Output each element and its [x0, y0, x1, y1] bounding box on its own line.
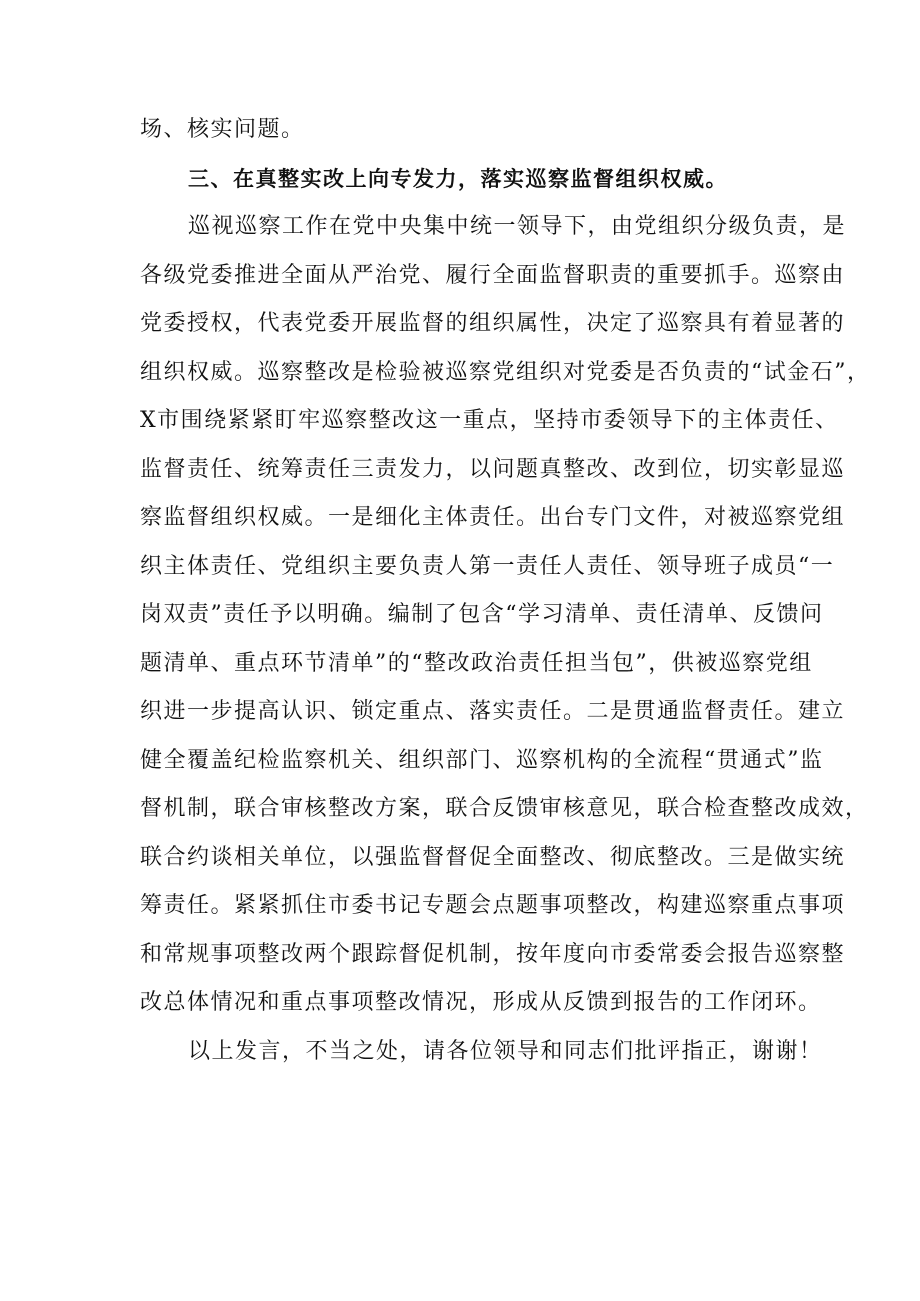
paragraph-1-line-9: 题清单、重点环节清单”的“整改政治责任担当包”，供被巡察党组 — [140, 650, 813, 676]
paragraph-0-line-0: 场、核实问题。 — [140, 117, 305, 142]
section-heading: 三、在真整实改上向专发力，落实巡察监督组织权威。 — [188, 166, 728, 191]
paragraph-1-line-10: 织进一步提高认识、锁定重点、落实责任。二是贯通监督责任。建立 — [140, 699, 846, 724]
paragraph-1-line-5: 监督责任、统筹责任三责发力，以问题真整改、改到位，切实彰显巡 — [140, 456, 846, 482]
paragraph-1-line-7: 织主体责任、党组织主要负责人第一责任人责任、领导班子成员“一 — [140, 553, 835, 579]
paragraph-1-line-4: X市围绕紧紧盯牢巡察整改这一重点，坚持市委领导下的主体责任、 — [140, 408, 839, 433]
paragraph-2-line-0: 以上发言，不当之处，请各位领导和同志们批评指正，谢谢！ — [188, 1038, 823, 1064]
paragraph-1-line-16: 改总体情况和重点事项整改情况，形成从反馈到报告的工作闭环。 — [140, 990, 822, 1015]
paragraph-1-line-6: 察监督组织权威。一是细化主体责任。出台专门文件，对被巡察党组 — [140, 505, 846, 530]
paragraph-1-line-2: 党委授权，代表党委开展监督的组织属性，决定了巡察具有着显著的 — [140, 311, 846, 336]
paragraph-1-line-15: 和常规事项整改两个跟踪督促机制，按年度向市委常委会报告巡察整 — [140, 941, 846, 967]
document-body — [140, 106, 871, 1076]
paragraph-1-line-14: 筹责任。紧紧抓住市委书记专题会点题事项整改，构建巡察重点事项 — [140, 893, 846, 918]
paragraph-1-line-1: 各级党委推进全面从严治党、履行全面监督职责的重要抓手。巡察由 — [140, 262, 846, 288]
paragraph-1-line-12: 督机制，联合审核整改方案，联合反馈审核意见，联合检查整改成效， — [140, 796, 869, 821]
paragraph-1-line-8: 岗双责”责任予以明确。编制了包含“学习清单、责任清单、反馈问 — [140, 602, 824, 627]
paragraph-1-line-3: 组织权威。巡察整改是检验被巡察党组织对党委是否负责的“试金石”， — [140, 359, 871, 385]
paragraph-1-line-11: 健全覆盖纪检监察机关、组织部门、巡察机构的全流程“贯通式”监 — [140, 747, 824, 773]
paragraph-1-line-0: 巡视巡察工作在党中央集中统一领导下，由党组织分级负责，是 — [188, 214, 847, 239]
paragraph-1-line-13: 联合约谈相关单位，以强监督督促全面整改、彻底整改。三是做实统 — [140, 844, 846, 870]
